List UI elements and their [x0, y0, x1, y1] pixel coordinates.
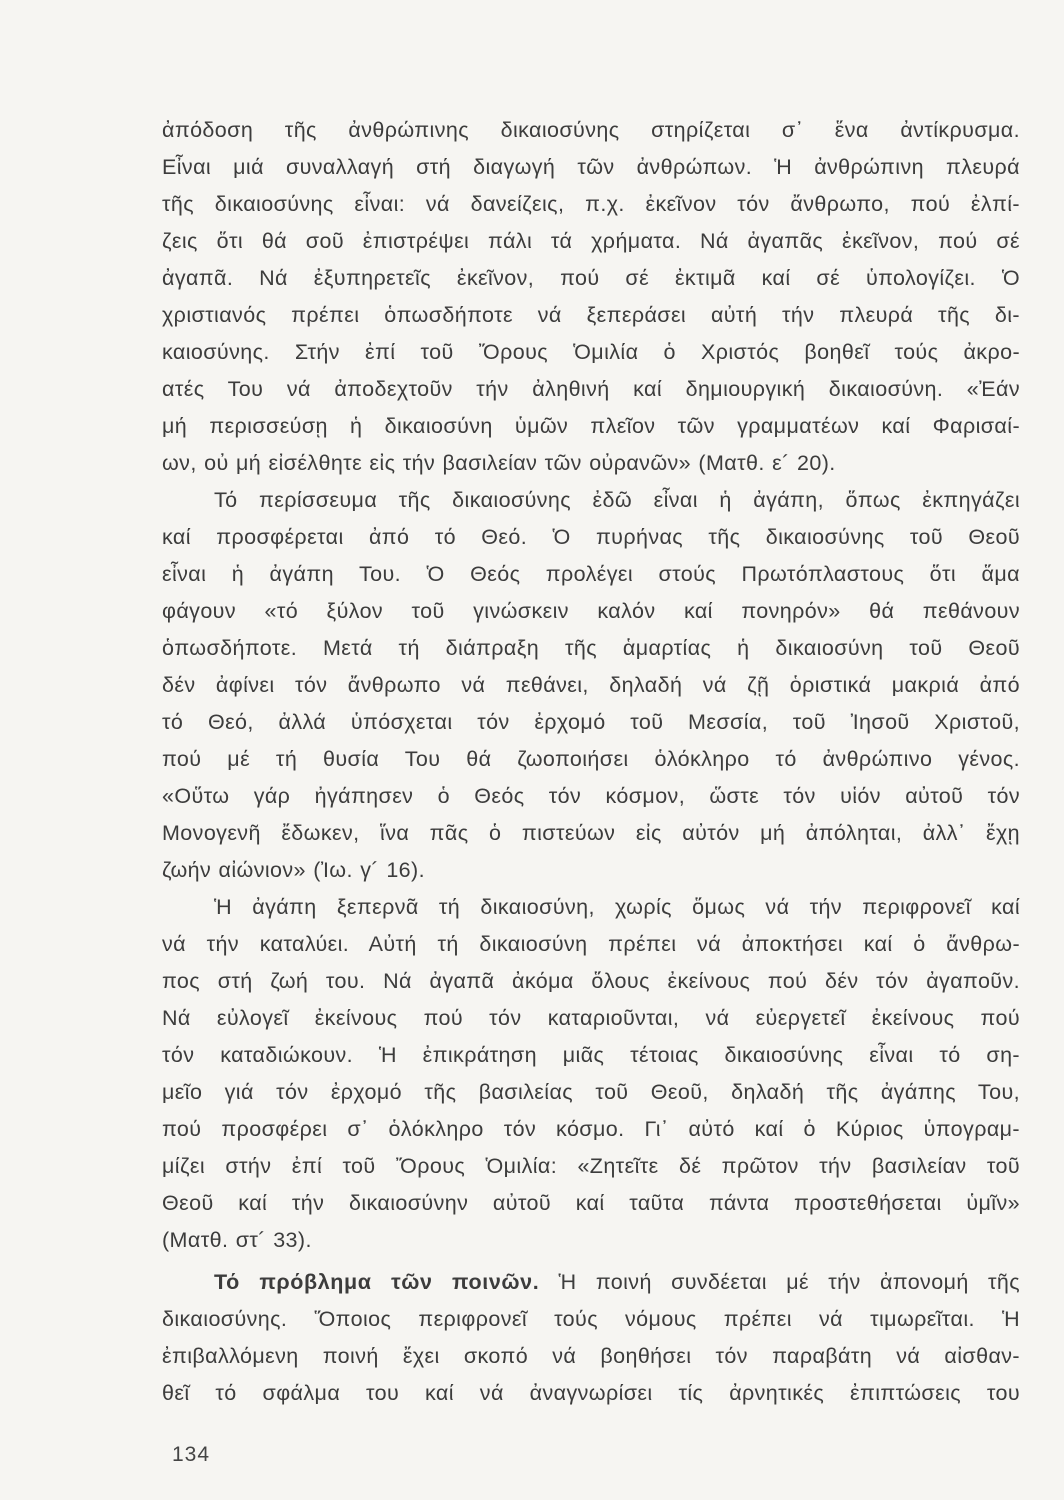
text-line: ἀπόδοση τῆς ἀνθρώπινης δικαιοσύνης στηρίζεται σ᾽ ἕνα ἀντίκρυσμα. — [162, 118, 1020, 142]
text-line — [162, 1264, 1020, 1301]
section-intro-text: Ἡ ποινή συνδέεται μέ τήν ἀπονομή τῆς — [558, 1270, 1020, 1294]
text-line: (Ματθ. στ´ 33). — [162, 1228, 312, 1252]
text-line: Εἶναι μιά συναλλαγή στή διαγωγή τῶν ἀνθρώπων. Ἡ ἀνθρώπινη πλευρά — [162, 155, 1020, 179]
page-number: 134 — [172, 1443, 211, 1466]
text-line: ζεις ὅτι θά σοῦ ἐπιστρέψει πάλι τά χρήματα. Νά ἀγαπᾶς ἐκεῖνον, πού σέ — [162, 229, 1020, 253]
section-penalties — [162, 1264, 1020, 1412]
text-line: θεῖ τό σφάλμα του καί νά ἀναγνωρίσει τίς ἀρνητικές ἐπιπτώσεις του — [162, 1381, 1020, 1405]
text-line: δικαιοσύνης. Ὅποιος περιφρονεῖ τούς νόμους πρέπει νά τιμωρεῖται. Ἡ — [162, 1307, 1020, 1331]
text-line: νά τήν καταλύει. Αὐτή τή δικαιοσύνη πρέπει νά ἀποκτήσει καί ὁ ἄνθρω- — [162, 932, 1020, 956]
paragraph-1 — [162, 112, 1020, 482]
text-line: τόν καταδιώκουν. Ἡ ἐπικράτηση μιᾶς τέτοιας δικαιοσύνης εἶναι τό ση- — [162, 1043, 1020, 1067]
text-line: ὁπωσδήποτε. Μετά τή διάπραξη τῆς ἁμαρτίας ἡ δικαιοσύνη τοῦ Θεοῦ — [162, 636, 1020, 660]
text-line: πού προσφέρει σ᾽ ὁλόκληρο τόν κόσμο. Γι᾽ αὐτό καί ὁ Κύριος ὑπογραμ- — [162, 1117, 1020, 1141]
text-line: μίζει στήν ἐπί τοῦ Ὄρους Ὁμιλία: «Ζητεῖτε δέ πρῶτον τήν βασιλείαν τοῦ — [162, 1154, 1020, 1178]
paragraph-2 — [162, 482, 1020, 889]
text-line: ων, οὐ μή εἰσέλθητε εἰς τήν βασιλείαν τῶν οὐρανῶν» (Ματθ. ε´ 20). — [162, 451, 836, 475]
section-title: Τό πρόβλημα τῶν ποινῶν. — [214, 1270, 540, 1294]
text-line: τό Θεό, ἀλλά ὑπόσχεται τόν ἐρχομό τοῦ Μεσσία, τοῦ Ἰησοῦ Χριστοῦ, — [162, 710, 1020, 734]
text-line: καιοσύνης. Στήν ἐπί τοῦ Ὄρους Ὁμιλία ὁ Χριστός βοηθεῖ τούς ἀκρο- — [162, 340, 1020, 364]
paragraph-4 — [162, 1264, 1020, 1412]
text-line: εἶναι ἡ ἀγάπη Του. Ὁ Θεός προλέγει στούς Πρωτόπλαστους ὅτι ἅμα — [162, 562, 1020, 586]
text-line: χριστιανός πρέπει ὁπωσδήποτε νά ξεπεράσει αὐτή τήν πλευρά τῆς δι- — [162, 303, 1020, 327]
text-line: μεῖο γιά τόν ἐρχομό τῆς βασιλείας τοῦ Θεοῦ, δηλαδή τῆς ἀγάπης Του, — [162, 1080, 1020, 1104]
text-line: «Οὕτω γάρ ἠγάπησεν ὁ Θεός τόν κόσμον, ὥστε τόν υἱόν αὐτοῦ τόν — [162, 784, 1020, 808]
text-line: πος στή ζωή του. Νά ἀγαπᾶ ἀκόμα ὅλους ἐκείνους πού δέν τόν ἀγαποῦν. — [162, 969, 1020, 993]
text-line: Μονογενῆ ἔδωκεν, ἵνα πᾶς ὁ πιστεύων εἰς αὐτόν μή ἀπόληται, ἀλλ᾽ ἔχῃ — [162, 821, 1020, 845]
text-line: μή περισσεύσῃ ἡ δικαιοσύνη ὑμῶν πλεῖον τῶν γραμματέων καί Φαρισαί- — [162, 414, 1020, 438]
paragraph-3 — [162, 889, 1020, 1259]
text-line: φάγουν «τό ξύλον τοῦ γινώσκειν καλόν καί πονηρόν» θά πεθάνουν — [162, 599, 1020, 623]
text-line: ζωήν αἰώνιον» (Ἰω. γ´ 16). — [162, 858, 425, 882]
body-text — [162, 112, 1020, 1259]
text-line: Νά εὐλογεῖ ἐκείνους πού τόν καταριοῦνται, νά εὐεργετεῖ ἐκείνους πού — [162, 1006, 1020, 1030]
text-line: καί προσφέρεται ἀπό τό Θεό. Ὁ πυρήνας τῆς δικαιοσύνης τοῦ Θεοῦ — [162, 525, 1020, 549]
text-line: ἀγαπᾶ. Νά ἐξυπηρετεῖς ἐκεῖνον, πού σέ ἐκτιμᾶ καί σέ ὑπολογίζει. Ὁ — [162, 266, 1020, 290]
text-line: τῆς δικαιοσύνης εἶναι: νά δανείζεις, π.χ. ἐκεῖνον τόν ἄνθρωπο, πού ἐλπί- — [162, 192, 1020, 216]
text-line: δέν ἀφίνει τόν ἄνθρωπο νά πεθάνει, δηλαδή νά ζῇ ὁριστικά μακριά ἀπό — [162, 673, 1020, 697]
text-line: Τό περίσσευμα τῆς δικαιοσύνης ἐδῶ εἶναι ἡ ἀγάπη, ὅπως ἐκπηγάζει — [214, 488, 1020, 512]
text-line: Ἡ ἀγάπη ξεπερνᾶ τή δικαιοσύνη, χωρίς ὅμως νά τήν περιφρονεῖ καί — [214, 895, 1020, 919]
text-line: Θεοῦ καί τήν δικαιοσύνην αὐτοῦ καί ταῦτα πάντα προστεθήσεται ὑμῖν» — [162, 1191, 1020, 1215]
text-line: πού μέ τή θυσία Του θά ζωοποιήσει ὁλόκληρο τό ἀνθρώπινο γένος. — [162, 747, 1020, 771]
text-line: ἐπιβαλλόμενη ποινή ἔχει σκοπό νά βοηθήσει τόν παραβάτη νά αἰσθαν- — [162, 1344, 1020, 1368]
text-line: ατές Του νά ἀποδεχτοῦν τήν ἀληθινή καί δημιουργική δικαιοσύνη. «Ἐάν — [162, 377, 1020, 401]
